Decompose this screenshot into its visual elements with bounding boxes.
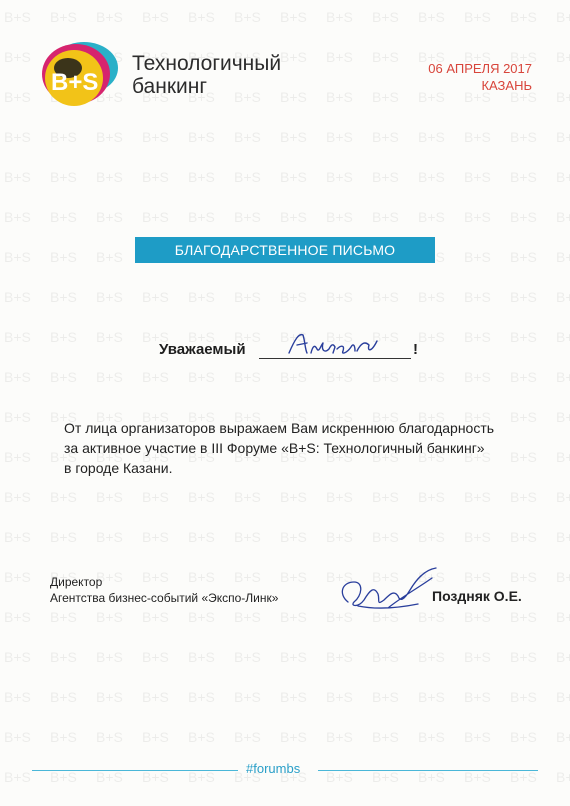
greeting-end-mark: !: [413, 341, 418, 358]
logo-text: B+S: [51, 69, 99, 96]
brand-line-1: Технологичный: [132, 52, 282, 75]
event-meta: [428, 60, 532, 94]
brand-line-2: банкинг: [132, 75, 207, 98]
event-date: 06 АПРЕЛЯ 2017: [428, 61, 532, 76]
body-line-2: за активное участие в III Форуме «B+S: Технологичный банкинг»: [64, 440, 485, 456]
bs-logo: [38, 38, 120, 110]
event-city: КАЗАНЬ: [481, 78, 532, 93]
director-signature: [328, 560, 448, 620]
sender-title: Директор: [50, 575, 103, 589]
brand-name: [132, 52, 281, 98]
footer-line-left: [32, 770, 238, 771]
footer-hashtag: #forumbs: [246, 761, 301, 776]
body-line-1: От лица организаторов выражаем Вам искреннюю благодарность: [64, 420, 495, 436]
letter-title-banner: БЛАГОДАРСТВЕННОЕ ПИСЬМО: [135, 237, 435, 263]
letter-body: [64, 418, 534, 478]
sender-block: [50, 574, 278, 606]
sender-organization: Агентства бизнес-событий «Экспо-Линк»: [50, 591, 279, 605]
footer-line-right: [318, 770, 538, 771]
body-line-3: в городе Казани.: [64, 460, 173, 476]
signer-name: Поздняк О.Е.: [432, 588, 522, 604]
handwritten-name: [285, 327, 385, 359]
greeting-label: Уважаемый: [159, 341, 246, 358]
